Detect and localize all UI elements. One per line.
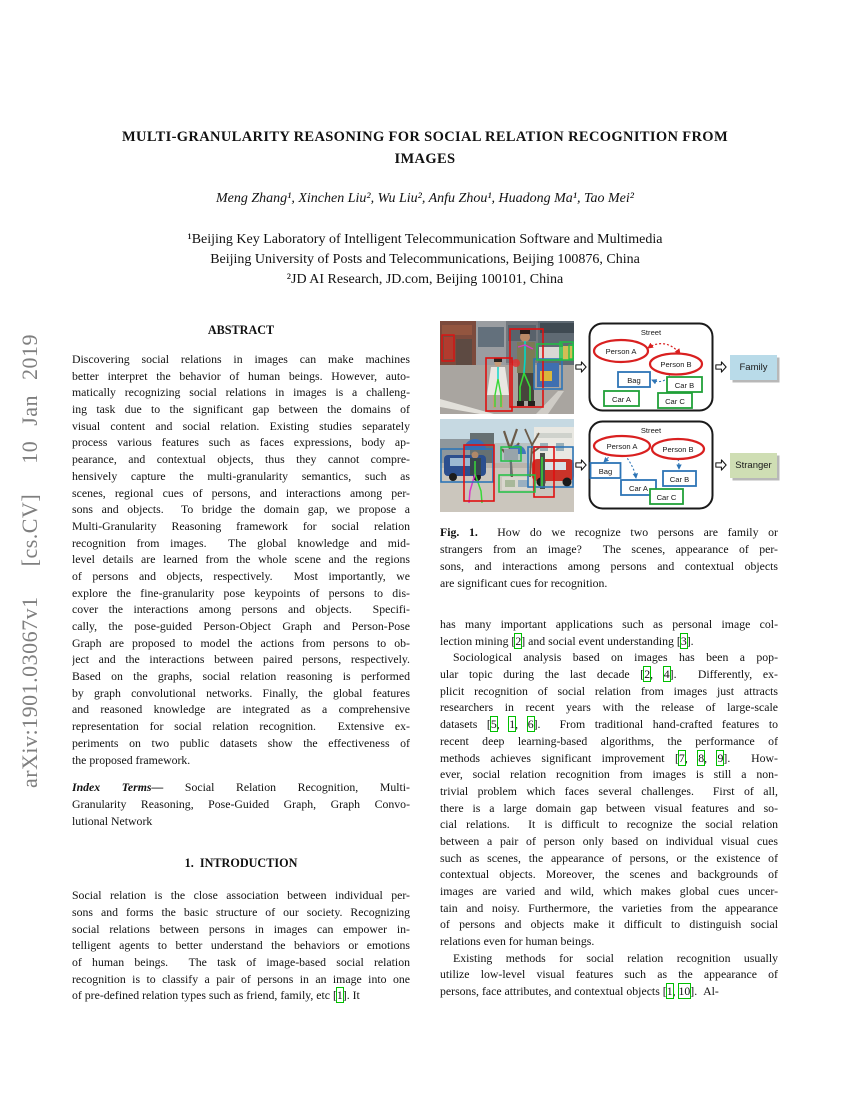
left-column	[72, 322, 410, 1004]
introduction-paragraph: Social relation is the close association between individual per- sons and forms the basic structure of our society. Recognizing social relations between persons in images can empower in- telligent agents to better understand the behaviors or emotions of human beings. The task of image-based social relation recognition is to classify a pair of persons in an image into one of pre-defined relation types such as friend, family, etc [1]. It	[72, 888, 410, 1003]
car-c-node: Car C	[665, 397, 685, 406]
car-b-node: Car B	[674, 381, 695, 390]
paper-header	[0, 0, 850, 290]
person-a-node: Person A	[606, 442, 638, 451]
person-b-node: Person B	[662, 445, 694, 454]
street-photo-stranger	[440, 419, 574, 512]
maps-to-arrow-icon	[715, 360, 727, 374]
maps-to-arrow-icon	[575, 360, 587, 374]
citation-link[interactable]: 1	[509, 717, 516, 732]
arxiv-watermark: arXiv:1901.03067v1 [cs.CV] 10 Jan 2019	[17, 333, 42, 789]
body-paragraph-1: has many important applications such as personal image col- lection mining [2] and social event understanding [3].	[440, 617, 778, 648]
maps-to-arrow-icon	[715, 458, 727, 472]
citation-link[interactable]: 8	[698, 750, 705, 765]
scene-label: Street	[640, 328, 662, 337]
figure-row-family	[440, 318, 778, 416]
citation-link[interactable]: 3	[680, 633, 687, 648]
author-line: Meng Zhang¹, Xinchen Liu², Wu Liu², Anfu Zhou¹, Huadong Ma¹, Tao Mei²	[216, 191, 634, 206]
citation-link[interactable]: 5	[490, 717, 497, 732]
car-b-node: Car B	[669, 475, 690, 484]
citation-link[interactable]: 1	[336, 988, 343, 1003]
citation-link[interactable]: 9	[717, 750, 724, 765]
figure-row-stranger	[440, 416, 778, 514]
figure-caption: Fig. 1. How do we recognize two persons are family or strangers from an image? The scenes, appearance of per- sons, and interactions among persons and contextual objects are significant cues for recognition.	[440, 525, 778, 590]
abstract-heading: ABSTRACT	[207, 323, 275, 337]
citation-link[interactable]: 2	[644, 667, 651, 682]
person-a-node: Person A	[605, 347, 637, 356]
citation-link[interactable]: 10	[678, 984, 691, 999]
street-photo-family	[440, 321, 574, 414]
citation-link[interactable]: 4	[663, 667, 670, 682]
relation-result-family: Family	[730, 355, 777, 380]
right-column	[440, 318, 778, 1000]
car-a-node: Car A	[612, 395, 631, 404]
citation-link[interactable]: 7	[678, 750, 685, 765]
citation-link[interactable]: 2	[515, 633, 522, 648]
maps-to-arrow-icon	[575, 458, 587, 472]
body-paragraph-3: Existing methods for social relation recognition usually utilize low-level visual features such as the appearance of persons, face attributes, and contextual objects [1, 10]. Al-	[440, 950, 778, 999]
car-a-node: Car A	[629, 484, 648, 493]
citation-link[interactable]: 6	[527, 717, 534, 732]
bag-node: Bag	[598, 467, 613, 476]
introduction-heading: 1. INTRODUCTION	[184, 856, 298, 871]
scene-graph-stranger	[588, 420, 714, 510]
scene-graph-family	[588, 322, 714, 412]
bag-node: Bag	[627, 376, 641, 385]
car-c-node: Car C	[656, 493, 677, 502]
scene-label: Street	[640, 426, 662, 435]
body-paragraph-2: Sociological analysis based on images has been a pop- ular topic during the last decade [2, 4]. Differently, ex- plicit recognition of social relation from images just attracts researchers in recent years with the release of large-scale datasets [5, 1, 6]. From traditional hand-crafted features to recent deep learning-based algorithms, the performance of methods achieves significant improvement [7, 8, 9]. How- ever, social relation recognition from images is still a non- trivial problem which faces several challenges. First of all, there is a large domain gap between visual features and so- cial relations. It is difficult to recognize the social relation between a pair of person only based on individual visual cues such as scenes, the appearance of persons, or the existence of contextual objects. Moreover, the scenes and backgrounds of images are varied and wild, which makes global cues uncer- tain and noisy. Furthermore, the varieties from the appearance of persons and objects make it difficult to distinguish social relations even for human beings.	[440, 650, 778, 949]
relation-result-stranger: Stranger	[730, 453, 777, 478]
figure-1	[440, 318, 778, 514]
paper-title: MULTI-GRANULARITY REASONING FOR SOCIAL RELATION RECOGNITION FROM IMAGES	[122, 129, 728, 167]
citation-link[interactable]: 1	[666, 984, 673, 999]
index-terms-paragraph: Index Terms— Social Relation Recognition, Multi- Granularity Reasoning, Pose-Guided Graph, Graph Convo- lutional Network	[72, 780, 410, 828]
abstract-paragraph: Discovering social relations in images can make machines better interpret the behavior of human beings. However, auto- matically recognizing social relations in images is a challeng- ing task due to the significant gap between the domains of visual content and social relation. Existing studies separately process various features such as faces expressions, body ap- pearance, and contextual objects, thus they cannot compre- hensively capture the multi-granularity semantics, such as scenes, regional cues of persons, and interactions among per- sons and objects. To bridge the domain gap, we propose a Multi-Granularity Reasoning framework for social relation recognition from images. The global knowledge and mid- level details are learned from the whole scene and the regions of persons and objects, respectively. Most importantly, we explore the fine-granularity pose keypoints of persons to dis- cover the interactions among persons and objects. Specifi- cally, the pose-guided Person-Object Graph and Person-Pose Graph are proposed to model the actions from persons to ob- ject and the interactions between paired persons, respectively. Based on the graphs, social relation reasoning is performed by graph convolutional networks. Finally, the global features and reasoned knowledge are integrated as a comprehensive representation for social relation recognition. Extensive ex- periments on two public datasets show the effectiveness of the proposed framework.	[72, 352, 410, 767]
affiliations: ¹Beijing Key Laboratory of Intelligent Telecommunication Software and Multimedia Beijing University of Posts and Telecommunications, Beijing 100876, China ²JD AI Research, JD.com, Beijing 100101, China	[187, 232, 663, 287]
person-b-node: Person B	[660, 360, 692, 369]
